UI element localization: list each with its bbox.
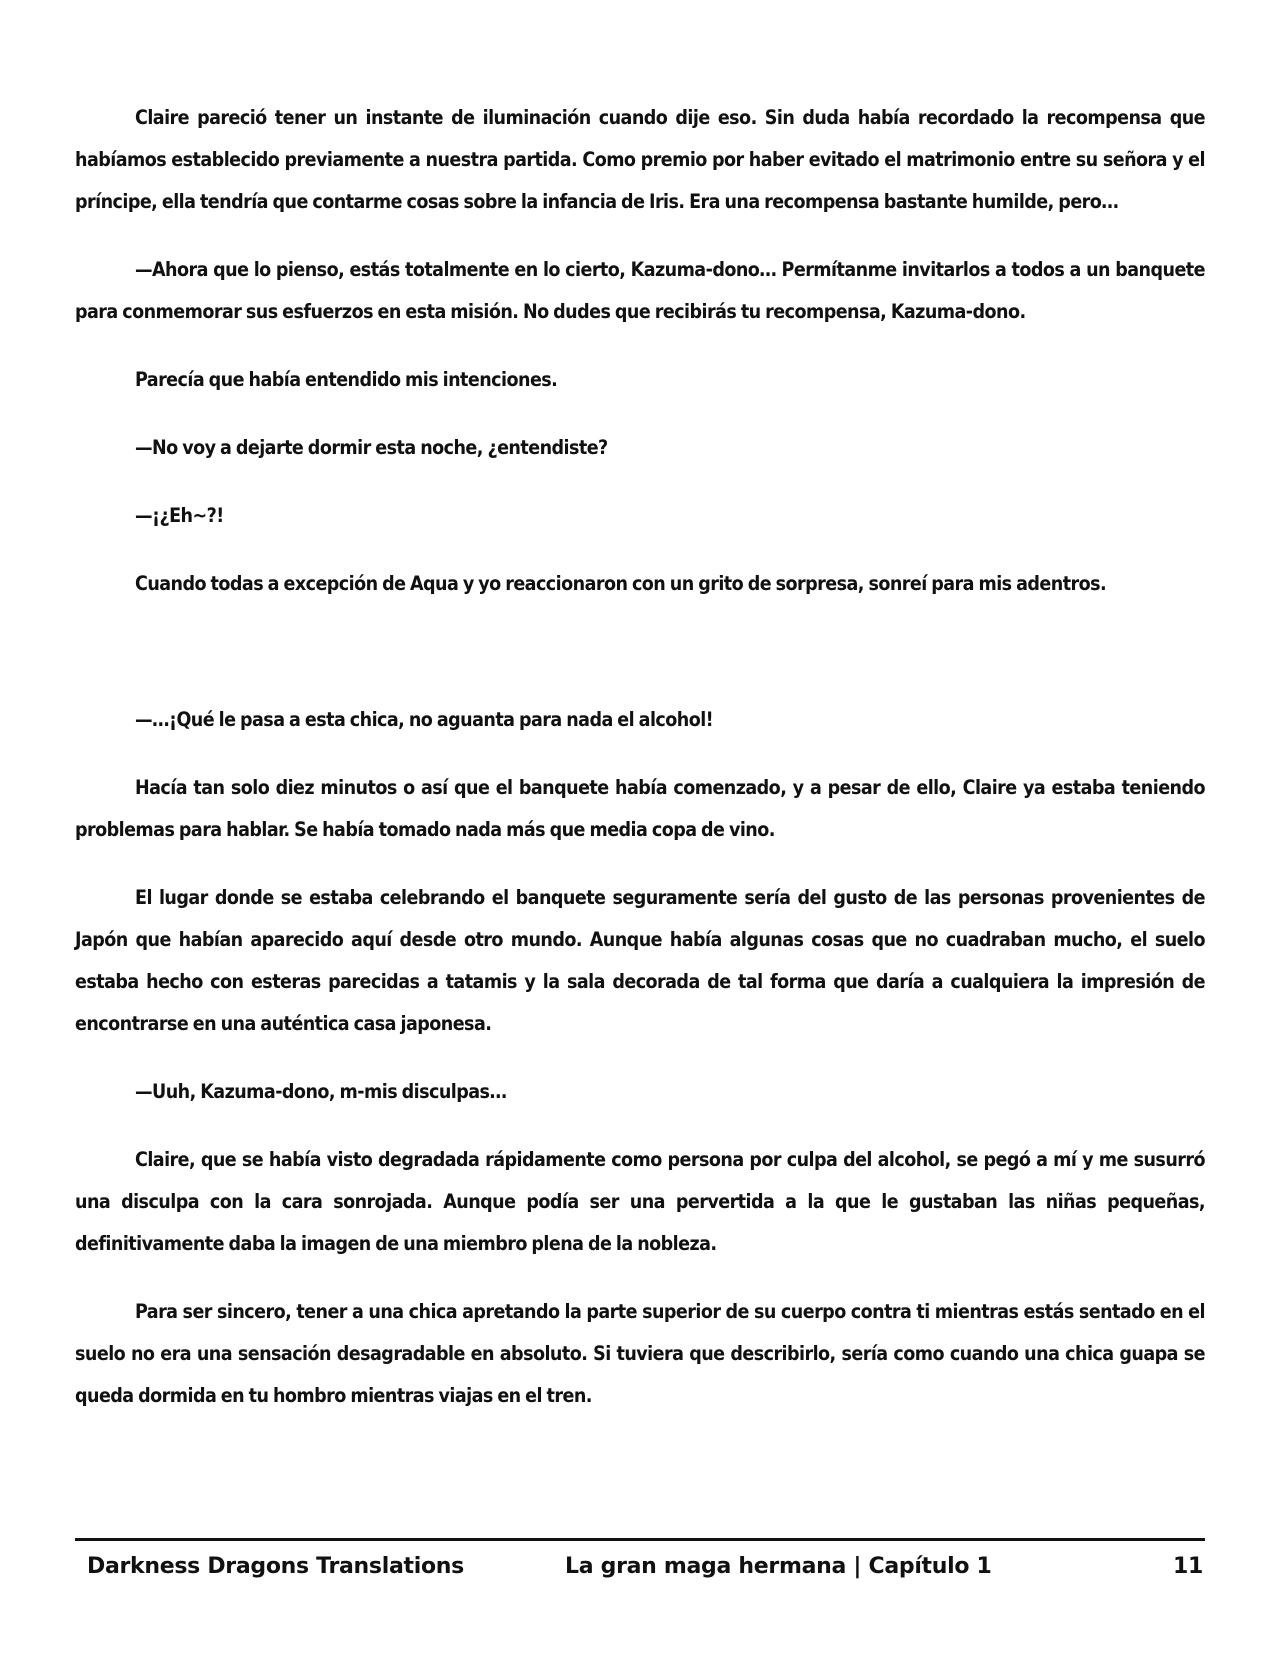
footer-divider <box>75 1538 1205 1541</box>
footer-translator-credit: Darkness Dragons Translations <box>87 1554 464 1579</box>
paragraph: Claire pareció tener un instante de iluminación cuando dije eso. Sin duda había recordado la recompensa que habíamos establecido previamente a nuestra partida. Como premio por haber evitado el matrimonio entre su señora y el príncipe, ella tendría que contarme cosas sobre la infancia de Iris. Era una recompensa bastante humilde, pero… <box>75 106 1205 213</box>
paragraph: —Uuh, Kazuma-dono, m-mis disculpas… <box>135 1080 507 1103</box>
paragraph: —¡¿Eh~?! <box>135 504 224 527</box>
paragraph: Claire, que se había visto degradada rápidamente como persona por culpa del alcohol, se pegó a mí y me susurró una disculpa con la cara sonrojada. Aunque podía ser una pervertida a la que le gustaban las niñas pequeñas, definitivamente daba la imagen de una miembro plena de la nobleza. <box>75 1148 1205 1255</box>
paragraph: Hacía tan solo diez minutos o así que el banquete había comenzado, y a pesar de ello, Claire ya estaba teniendo problemas para hablar. Se había tomado nada más que media copa de vino. <box>75 776 1205 841</box>
paragraph: El lugar donde se estaba celebrando el banquete seguramente sería del gusto de las personas provenientes de Japón que habían aparecido aquí desde otro mundo. Aunque había algunas cosas que no cuadraban mucho, el suelo estaba hecho con esteras parecidas a tatamis y la sala decorada de tal forma que daría a cualquiera la impresión de encontrarse en una auténtica casa japonesa. <box>75 886 1205 1035</box>
paragraph: —…¡Qué le pasa a esta chica, no aguanta para nada el alcohol! <box>135 708 714 731</box>
footer-page-number: 11 <box>1172 1554 1203 1579</box>
paragraph: —No voy a dejarte dormir esta noche, ¿entendiste? <box>135 436 608 459</box>
paragraph: Para ser sincero, tener a una chica apretando la parte superior de su cuerpo contra ti mientras estás sentado en el suelo no era una sensación desagradable en absoluto. Si tuviera que describirlo, sería como cuando una chica guapa se queda dormida en tu hombro mientras viajas en el tren. <box>75 1300 1205 1407</box>
page-body <box>75 97 1205 1443</box>
paragraph: —Ahora que lo pienso, estás totalmente en lo cierto, Kazuma-dono… Permítanme invitarlos a todos a un banquete para conmemorar sus esfuerzos en esta misión. No dudes que recibirás tu recompensa, Kazuma-dono. <box>75 258 1205 323</box>
page-footer <box>75 1548 1205 1588</box>
paragraph: Parecía que había entendido mis intenciones. <box>135 368 558 391</box>
paragraph: Cuando todas a excepción de Aqua y yo reaccionaron con un grito de sorpresa, sonreí para mis adentros. <box>135 572 1107 595</box>
section-break <box>75 631 1205 699</box>
footer-chapter-title: La gran maga hermana | Capítulo 1 <box>565 1554 992 1579</box>
